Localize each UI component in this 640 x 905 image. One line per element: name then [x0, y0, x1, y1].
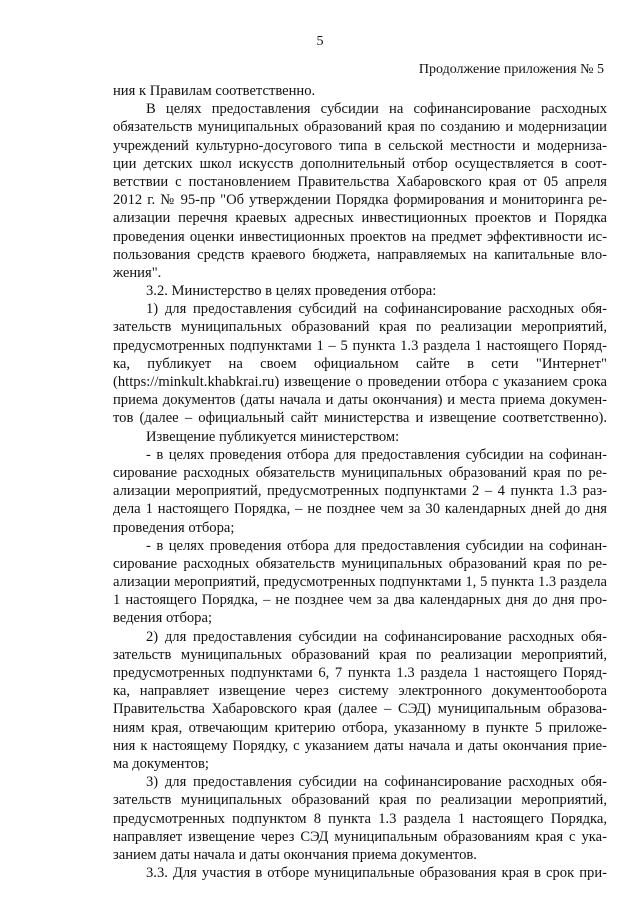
text-line: 1 настоящего Порядка, – не позднее чем за два календарных дня до дня про- [113, 592, 607, 609]
text-line: ализации перечня краевых адресных инвестиционных проектов и Порядка [113, 210, 607, 227]
text-line: проведения оценки инвестиционных проектов на предмет эффективности ис- [113, 228, 607, 245]
text-line: Правительства Хабаровского края (далее – СЭД) муниципальным образова- [113, 701, 607, 718]
text-line: сирование расходных обязательств муниципальных образований края по ре- [113, 464, 607, 481]
text-line: 1) для предоставления субсидий на софинансирование расходных обя- [146, 301, 607, 318]
text-line: ка, публикует на своем официальном сайте в сети "Интернет" [113, 355, 607, 372]
text-line: занием даты начала и даты окончания приема документов. [113, 846, 477, 863]
text-line: зательств муниципальных образований края по реализации мероприятий, [113, 646, 607, 663]
text-line: зательств муниципальных образований края по реализации мероприятий, [113, 319, 607, 336]
document-body [113, 82, 607, 882]
text-line: ния к Правилам соответственно. [113, 83, 316, 99]
text-line: 3.2. Министерство в целях проведения отбора: [146, 283, 437, 300]
text-line: ализации мероприятий, предусмотренных подпунктами 2 – 4 пункта 1.3 раз- [113, 483, 607, 500]
text-line: ветствии с постановлением Правительства Хабаровского края от 05 апреля [113, 173, 607, 190]
text-line: (https://minkult.khabkrai.ru) извещение о проведении отбора с указанием срока [113, 374, 607, 390]
text-line: зательств муниципальных образований края по реализации мероприятий, [113, 792, 607, 809]
page-number: 5 [316, 34, 324, 49]
text-line: ниям края, отвечающим критерию отбора, указанному в пункте 5 приложе- [113, 719, 607, 736]
text-line: обязательств муниципальных образований края по созданию и модернизации [113, 119, 607, 136]
text-line: проведения отбора; [113, 519, 235, 536]
text-line: дела 1 настоящего Порядка, – не позднее чем за 30 календарных дней до дня [113, 501, 607, 518]
text-line: 3.3. Для участия в отборе муниципальные образования края в срок при- [146, 865, 607, 882]
text-line: сирование расходных обязательств муниципальных образований края по ре- [113, 555, 607, 572]
text-line: приема документов (даты начала и даты окончания) и места приема докумен- [113, 392, 607, 409]
running-header: Продолжение приложения № 5 [418, 62, 604, 77]
text-line: направляет извещение через СЭД муниципальным образованиям края с ука- [113, 828, 607, 845]
text-line: 2012 г. № 95-пр "Об утверждении Порядка формирования и мониторинга ре- [113, 192, 607, 209]
text-line: ведения отбора; [113, 610, 213, 627]
text-line: ма документов; [113, 755, 209, 772]
text-line: ции детских школ искусств дополнительный отбор осуществляется в соот- [113, 155, 607, 172]
text-line: - в целях проведения отбора для предоставления субсидии на софинан- [146, 446, 607, 463]
text-line: предусмотренных подпунктами 6, 7 пункта 1.3 раздела 1 настоящего Поряд- [113, 665, 607, 681]
text-line: жения". [113, 264, 162, 281]
text-line: ка, направляет извещение через систему электронного документооборота [113, 683, 607, 700]
text-line: пользования средств краевого бюджета, направляемых на капитальные вло- [113, 246, 607, 263]
text-line: тов (далее – официальный сайт министерства и извещение соответственно). [113, 410, 607, 427]
text-line: Извещение публикуется министерством: [146, 428, 400, 445]
text-line: 3) для предоставления субсидии на софинансирование расходных обя- [146, 774, 607, 791]
text-line: 2) для предоставления субсидии на софинансирование расходных обя- [146, 628, 607, 645]
text-line: ния к настоящему Порядку, с указанием даты начала и даты окончания прие- [113, 737, 607, 754]
text-line: предусмотренных подпунктом 8 пункта 1.3 раздела 1 настоящего Порядка, [113, 810, 607, 827]
text-line: учреждений культурно-досугового типа в сельской местности и модерниза- [113, 137, 607, 154]
text-line: В целях предоставления субсидии на софинансирование расходных [146, 101, 607, 118]
text-line: - в целях проведения отбора для предоставления субсидии на софинан- [146, 537, 607, 554]
text-line: предусмотренных подпунктами 1 – 5 пункта 1.3 раздела 1 настоящего Поряд- [113, 337, 607, 354]
text-line: ализации мероприятий, предусмотренных подпунктами 1, 5 пункта 1.3 раздела [113, 574, 607, 591]
